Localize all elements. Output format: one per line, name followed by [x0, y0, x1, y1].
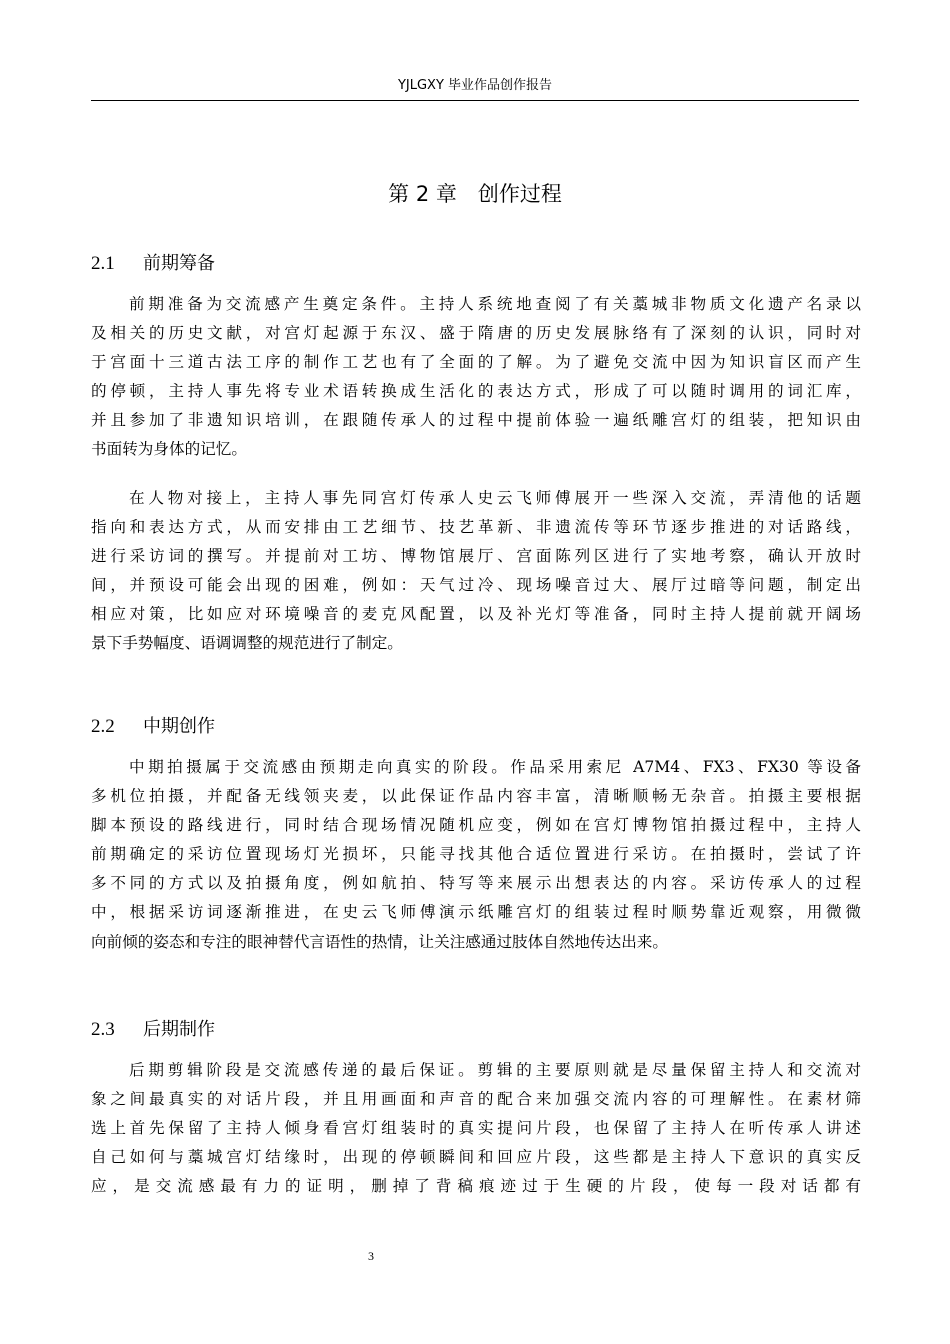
text-line: 并且参加了非遗知识培训，在跟随传承人的过程中提前体验一遍纸雕宫灯的组装，把知识由 [91, 411, 861, 430]
section-heading-2-3 [91, 1016, 215, 1044]
text-line: 中，根据采访词逐渐推进，在史云飞师傅演示纸雕宫灯的组装过程时顺势靠近观察，用微微 [91, 903, 861, 922]
text-line: 的停顿，主持人事先将专业术语转换成生活化的表达方式，形成了可以随时调用的词汇库， [91, 382, 861, 401]
text-line: 中期拍摄属于交流感由预期走向真实的阶段。作品采用索尼 A7M4、FX3、FX30 等设备 [129, 758, 861, 776]
text-line: 后期剪辑阶段是交流感传递的最后保证。剪辑的主要原则就是尽量保留主持人和交流对 [129, 1061, 861, 1079]
text-line: 自己如何与藁城宫灯结缘时，出现的停顿瞬间和回应片段，这些都是主持人下意识的真实反 [91, 1148, 861, 1167]
text-line: 前期确定的采访位置现场灯光损坏，只能寻找其他合适位置进行采访。在拍摄时，尝试了许 [91, 845, 861, 864]
section-number: 2.1 [91, 253, 115, 274]
paragraph-2-1-1 [91, 290, 861, 465]
running-header: YJLGXY 毕业作品创作报告 [397, 78, 553, 93]
text-line: 前期准备为交流感产生奠定条件。主持人系统地查阅了有关藁城非物质文化遗产名录以 [129, 295, 861, 313]
section-heading-2-1 [91, 250, 215, 278]
chapter-title: 第 2 章 创作过程 [388, 182, 562, 206]
text-line: 向前倾的姿态和专注的眼神替代言语性的热情，让关注感通过肢体自然地传达出来。 [91, 932, 668, 951]
text-line: 指向和表达方式，从而安排由工艺细节、技艺革新、非遗流传等环节逐步推进的对话路线， [91, 518, 861, 537]
text-line: 在人物对接上，主持人事先同宫灯传承人史云飞师傅展开一些深入交流，弄清他的话题 [129, 489, 861, 507]
text-line: 应，是交流感最有力的证明，删掉了背稿痕迹过于生硬的片段，使每一段对话都有 [91, 1177, 861, 1196]
paragraph-2-1-2 [91, 484, 861, 659]
section-title: 后期制作 [143, 1019, 215, 1040]
section-number: 2.3 [91, 1019, 115, 1040]
section-heading-2-2 [91, 713, 215, 741]
text-line: 选上首先保留了主持人倾身看宫灯组装时的真实提问片段，也保留了主持人在听传承人讲述 [91, 1119, 861, 1138]
paragraph-2-2-1 [91, 753, 861, 957]
text-line: 相应对策，比如应对环境噪音的麦克风配置，以及补光灯等准备，同时主持人提前就开阔场 [91, 605, 861, 624]
text-line: 及相关的历史文献，对宫灯起源于东汉、盛于隋唐的历史发展脉络有了深刻的认识，同时对 [91, 324, 861, 343]
section-number: 2.2 [91, 716, 115, 737]
page-number: 3 [368, 1249, 374, 1263]
paragraph-2-3-1 [91, 1056, 861, 1201]
text-line: 景下手势幅度、语调调整的规范进行了制定。 [91, 634, 403, 653]
section-title: 中期创作 [143, 716, 215, 737]
header-rule [91, 100, 859, 101]
text-line: 多机位拍摄，并配备无线领夹麦，以此保证作品内容丰富，清晰顺畅无杂音。拍摄主要根据 [91, 787, 861, 806]
text-line: 间，并预设可能会出现的困难，例如：天气过冷、现场噪音过大、展厅过暗等问题，制定出 [91, 576, 861, 595]
text-line: 书面转为身体的记忆。 [91, 440, 247, 459]
text-line: 进行采访词的撰写。并提前对工坊、博物馆展厅、宫面陈列区进行了实地考察，确认开放时 [91, 547, 861, 566]
section-title: 前期筹备 [143, 253, 215, 274]
text-line: 象之间最真实的对话片段，并且用画面和声音的配合来加强交流内容的可理解性。在素材筛 [91, 1090, 861, 1109]
text-line: 于宫面十三道古法工序的制作工艺也有了全面的了解。为了避免交流中因为知识盲区而产生 [91, 353, 861, 372]
text-line: 多不同的方式以及拍摄角度，例如航拍、特写等来展示出想表达的内容。采访传承人的过程 [91, 874, 861, 893]
text-line: 脚本预设的路线进行，同时结合现场情况随机应变，例如在宫灯博物馆拍摄过程中，主持人 [91, 816, 861, 835]
